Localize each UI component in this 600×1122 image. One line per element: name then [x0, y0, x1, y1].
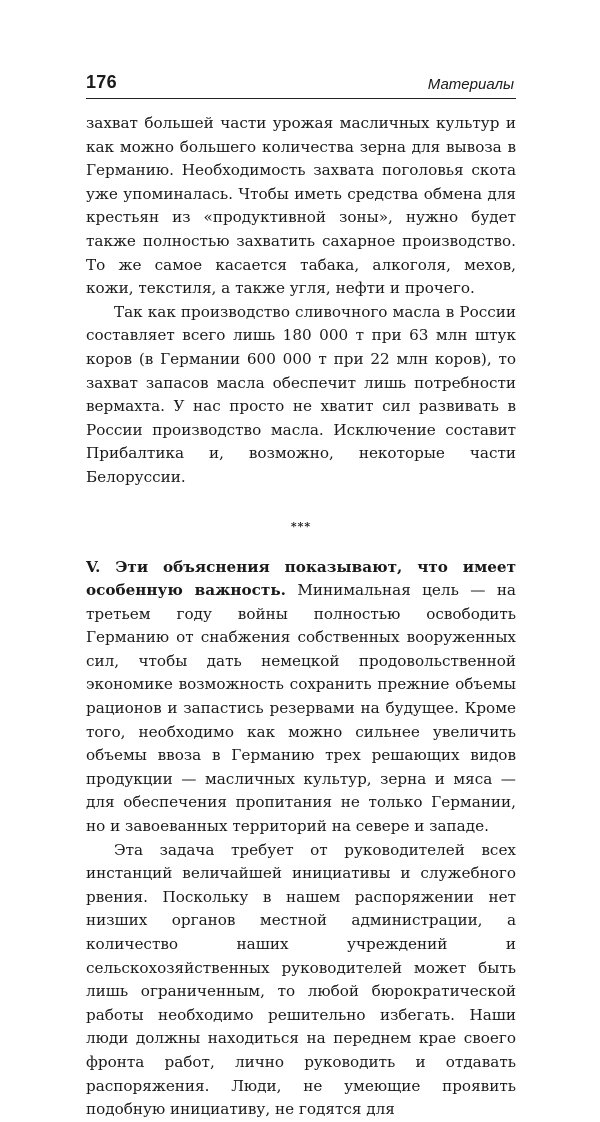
paragraph-3-text: Минимальная цель — на третьем году войны полностью освободить Германию от снабжения собственных вооруженных сил, чтобы дать немецкой продовольственной экономике возможность сохранить прежние объемы рационов и запастись резервами на будущее. Кроме того, необходимо как можно сильнее увеличить объемы ввоза в Германию трех решающих видов продукции — масличных культур, зерна и мяса — для обеспечения пропитания не только Германии, но и завоеванных территорий на севере и западе. [86, 581, 516, 836]
paragraph-2: Так как производство сливочного масла в России составляет всего лишь 180 000 т при 63 млн штук коров (в Германии 600 000 т при 22 млн коров), то захват запасов масла обеспечит лишь потребности вермахта. У нас просто не хватит сил развивать в России производство масла. Исключение составит Прибалтика и, возможно, некоторые части Белоруссии. [86, 302, 516, 486]
section-title: Материалы [427, 76, 514, 93]
page-body [86, 112, 516, 1122]
paragraph-4: Эта задача требует от руководителей всех инстанций величайшей инициативы и служебного рвения. Поскольку в нашем распоряжении нет низших органов местной администрации, а количество наших учреждений и сельскохозяйственных руководителей может быть лишь ограниченным, то любой бюрократической работы необходимо решительно избегать. Наши люди должны находиться на переднем крае своего фронта работ, лично руководить и отдавать распоряжения. Люди, не умеющие проявить подобную инициативу, не годятся для [86, 840, 516, 1119]
page-number: 176 [86, 72, 117, 92]
running-head [86, 68, 516, 99]
paragraph-1: захват большей части урожая масличных культур и как можно большего количества зерна для вывоза в Германию. Необходимость захвата поголовья скота уже упоминалась. Чтобы иметь средства обмена для крестьян из «продуктивной зоны», нужно будет также полностью захватить сахарное производство. То же самое касается табака, алкоголя, мехов, кожи, текстиля, а также угля, нефти и прочего. [86, 114, 516, 298]
paragraph-3-lead: V. Эти объяснения показывают, что имеет особенную важность. [86, 557, 516, 600]
section-separator: *** [290, 519, 312, 533]
paragraph-3 [86, 556, 516, 839]
